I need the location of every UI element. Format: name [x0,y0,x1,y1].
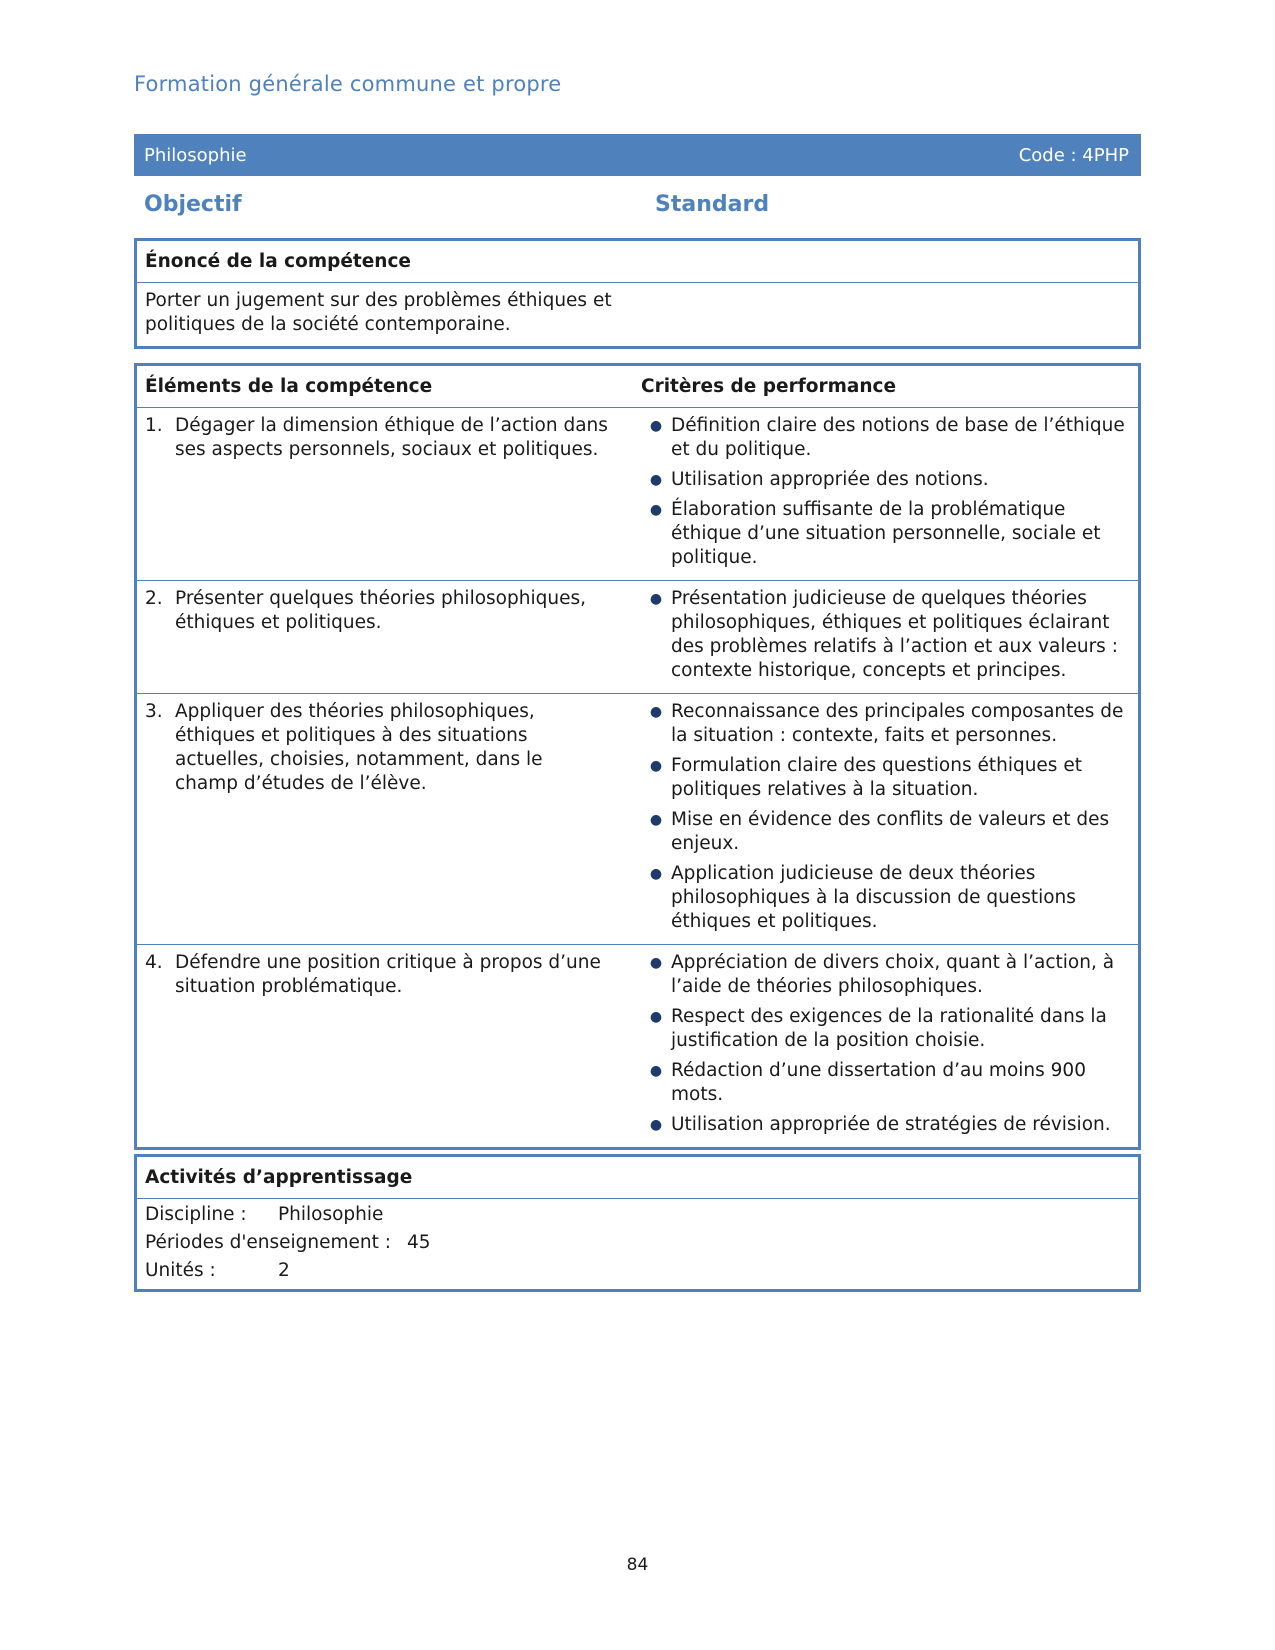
activity-value: 45 [407,1232,431,1253]
activity-line [145,1257,1130,1285]
criterion-text: Mise en évidence des conflits de valeurs et des enjeux. [671,809,1110,854]
element-number: 2. [145,588,163,609]
page-number: 84 [626,1555,649,1575]
element-number: 3. [145,701,163,722]
element-row [137,407,1138,580]
bullet-icon: ● [649,1117,663,1133]
criteria-cell [637,694,1138,944]
criterion-text: Formulation claire des questions éthiques et politiques relatives à la situation. [671,755,1082,800]
criterion-item [641,808,1128,856]
element-row [137,580,1138,693]
criterion-item [641,951,1128,999]
bullet-icon: ● [649,955,663,971]
elements-header-row [137,366,1138,407]
criterion-item [641,498,1128,570]
activity-label: Unités : [145,1260,216,1281]
statement-line: Porter un jugement sur des problèmes éthiques et [145,290,612,311]
activity-label: Périodes d'enseignement : [145,1232,392,1253]
criterion-text: Utilisation appropriée de stratégies de révision. [671,1114,1111,1135]
criterion-text: Reconnaissance des principales composantes de la situation : contexte, faits et personnes. [671,701,1124,746]
bullet-icon: ● [649,1063,663,1079]
activity-line [145,1229,1130,1257]
element-cell [137,694,637,944]
criterion-text: Respect des exigences de la rationalité dans la justification de la position choisie. [671,1006,1107,1051]
activities-header: Activités d’apprentissage [137,1157,1138,1199]
criterion-text: Appréciation de divers choix, quant à l’action, à l’aide de théories philosophiques. [671,952,1115,997]
element-cell [137,945,637,1147]
element-row [137,693,1138,944]
element-text: Défendre une position critique à propos d’une situation problématique. [175,952,601,997]
course-bar [134,134,1141,176]
element-row [137,944,1138,1147]
criterion-item [641,1113,1128,1137]
activity-value: 2 [278,1260,290,1281]
criterion-item [641,468,1128,492]
statement-line: politiques de la société contemporaine. [145,314,511,335]
criteria-cell [637,945,1138,1147]
bullet-icon: ● [649,502,663,518]
criteria-cell [637,581,1138,693]
criteria-cell [637,408,1138,580]
criterion-text: Application judicieuse de deux théories philosophiques à la discussion de questions éthiques et politiques. [671,863,1076,932]
element-text: Dégager la dimension éthique de l’action dans ses aspects personnels, sociaux et politiques. [175,415,608,460]
criterion-text: Élaboration suffisante de la problématique éthique d’une situation personnelle, sociale et politique. [671,499,1101,568]
element-number: 4. [145,952,163,973]
criterion-item [641,414,1128,462]
standard-heading: Standard [655,192,770,217]
elements-header: Éléments de la compétence [145,376,433,397]
activity-line [145,1201,1130,1229]
statement-header: Énoncé de la compétence [137,241,1138,283]
bullet-icon: ● [649,866,663,882]
element-text: Présenter quelques théories philosophiques, éthiques et politiques. [175,588,586,633]
criterion-text: Utilisation appropriée des notions. [671,469,989,490]
elements-table [134,363,1141,1150]
bullet-icon: ● [649,591,663,607]
criterion-item [641,587,1128,683]
section-title: Formation générale commune et propre [134,72,562,96]
activities-body [137,1199,1138,1287]
objective-heading: Objectif [144,192,242,217]
element-cell [137,408,637,580]
activity-value: Philosophie [278,1204,384,1225]
bullet-icon: ● [649,812,663,828]
criterion-item [641,862,1128,934]
criterion-text: Définition claire des notions de base de l’éthique et du politique. [671,415,1125,460]
criterion-text: Rédaction d’une dissertation d’au moins 900 mots. [671,1060,1086,1105]
course-name: Philosophie [144,144,247,166]
statement-box [134,238,1141,349]
criterion-text: Présentation judicieuse de quelques théories philosophiques, éthiques et politiques éclairant des problèmes relatifs à l’action et aux valeurs : contexte historique, concepts et principes. [671,588,1118,681]
element-cell [137,581,637,693]
element-number: 1. [145,415,163,436]
bullet-icon: ● [649,1009,663,1025]
criterion-item [641,700,1128,748]
course-code: Code : 4PHP [1018,144,1129,166]
activities-box [134,1154,1141,1292]
bullet-icon: ● [649,758,663,774]
element-text: Appliquer des théories philosophiques, éthiques et politiques à des situations actuelles, choisies, notamment, dans le champ d’études de l’élève. [175,701,543,794]
statement-text [137,283,1138,343]
activity-label: Discipline : [145,1204,247,1225]
criterion-item [641,754,1128,802]
criterion-item [641,1059,1128,1107]
criteria-header: Critères de performance [641,376,897,397]
bullet-icon: ● [649,472,663,488]
criterion-item [641,1005,1128,1053]
bullet-icon: ● [649,418,663,434]
bullet-icon: ● [649,704,663,720]
